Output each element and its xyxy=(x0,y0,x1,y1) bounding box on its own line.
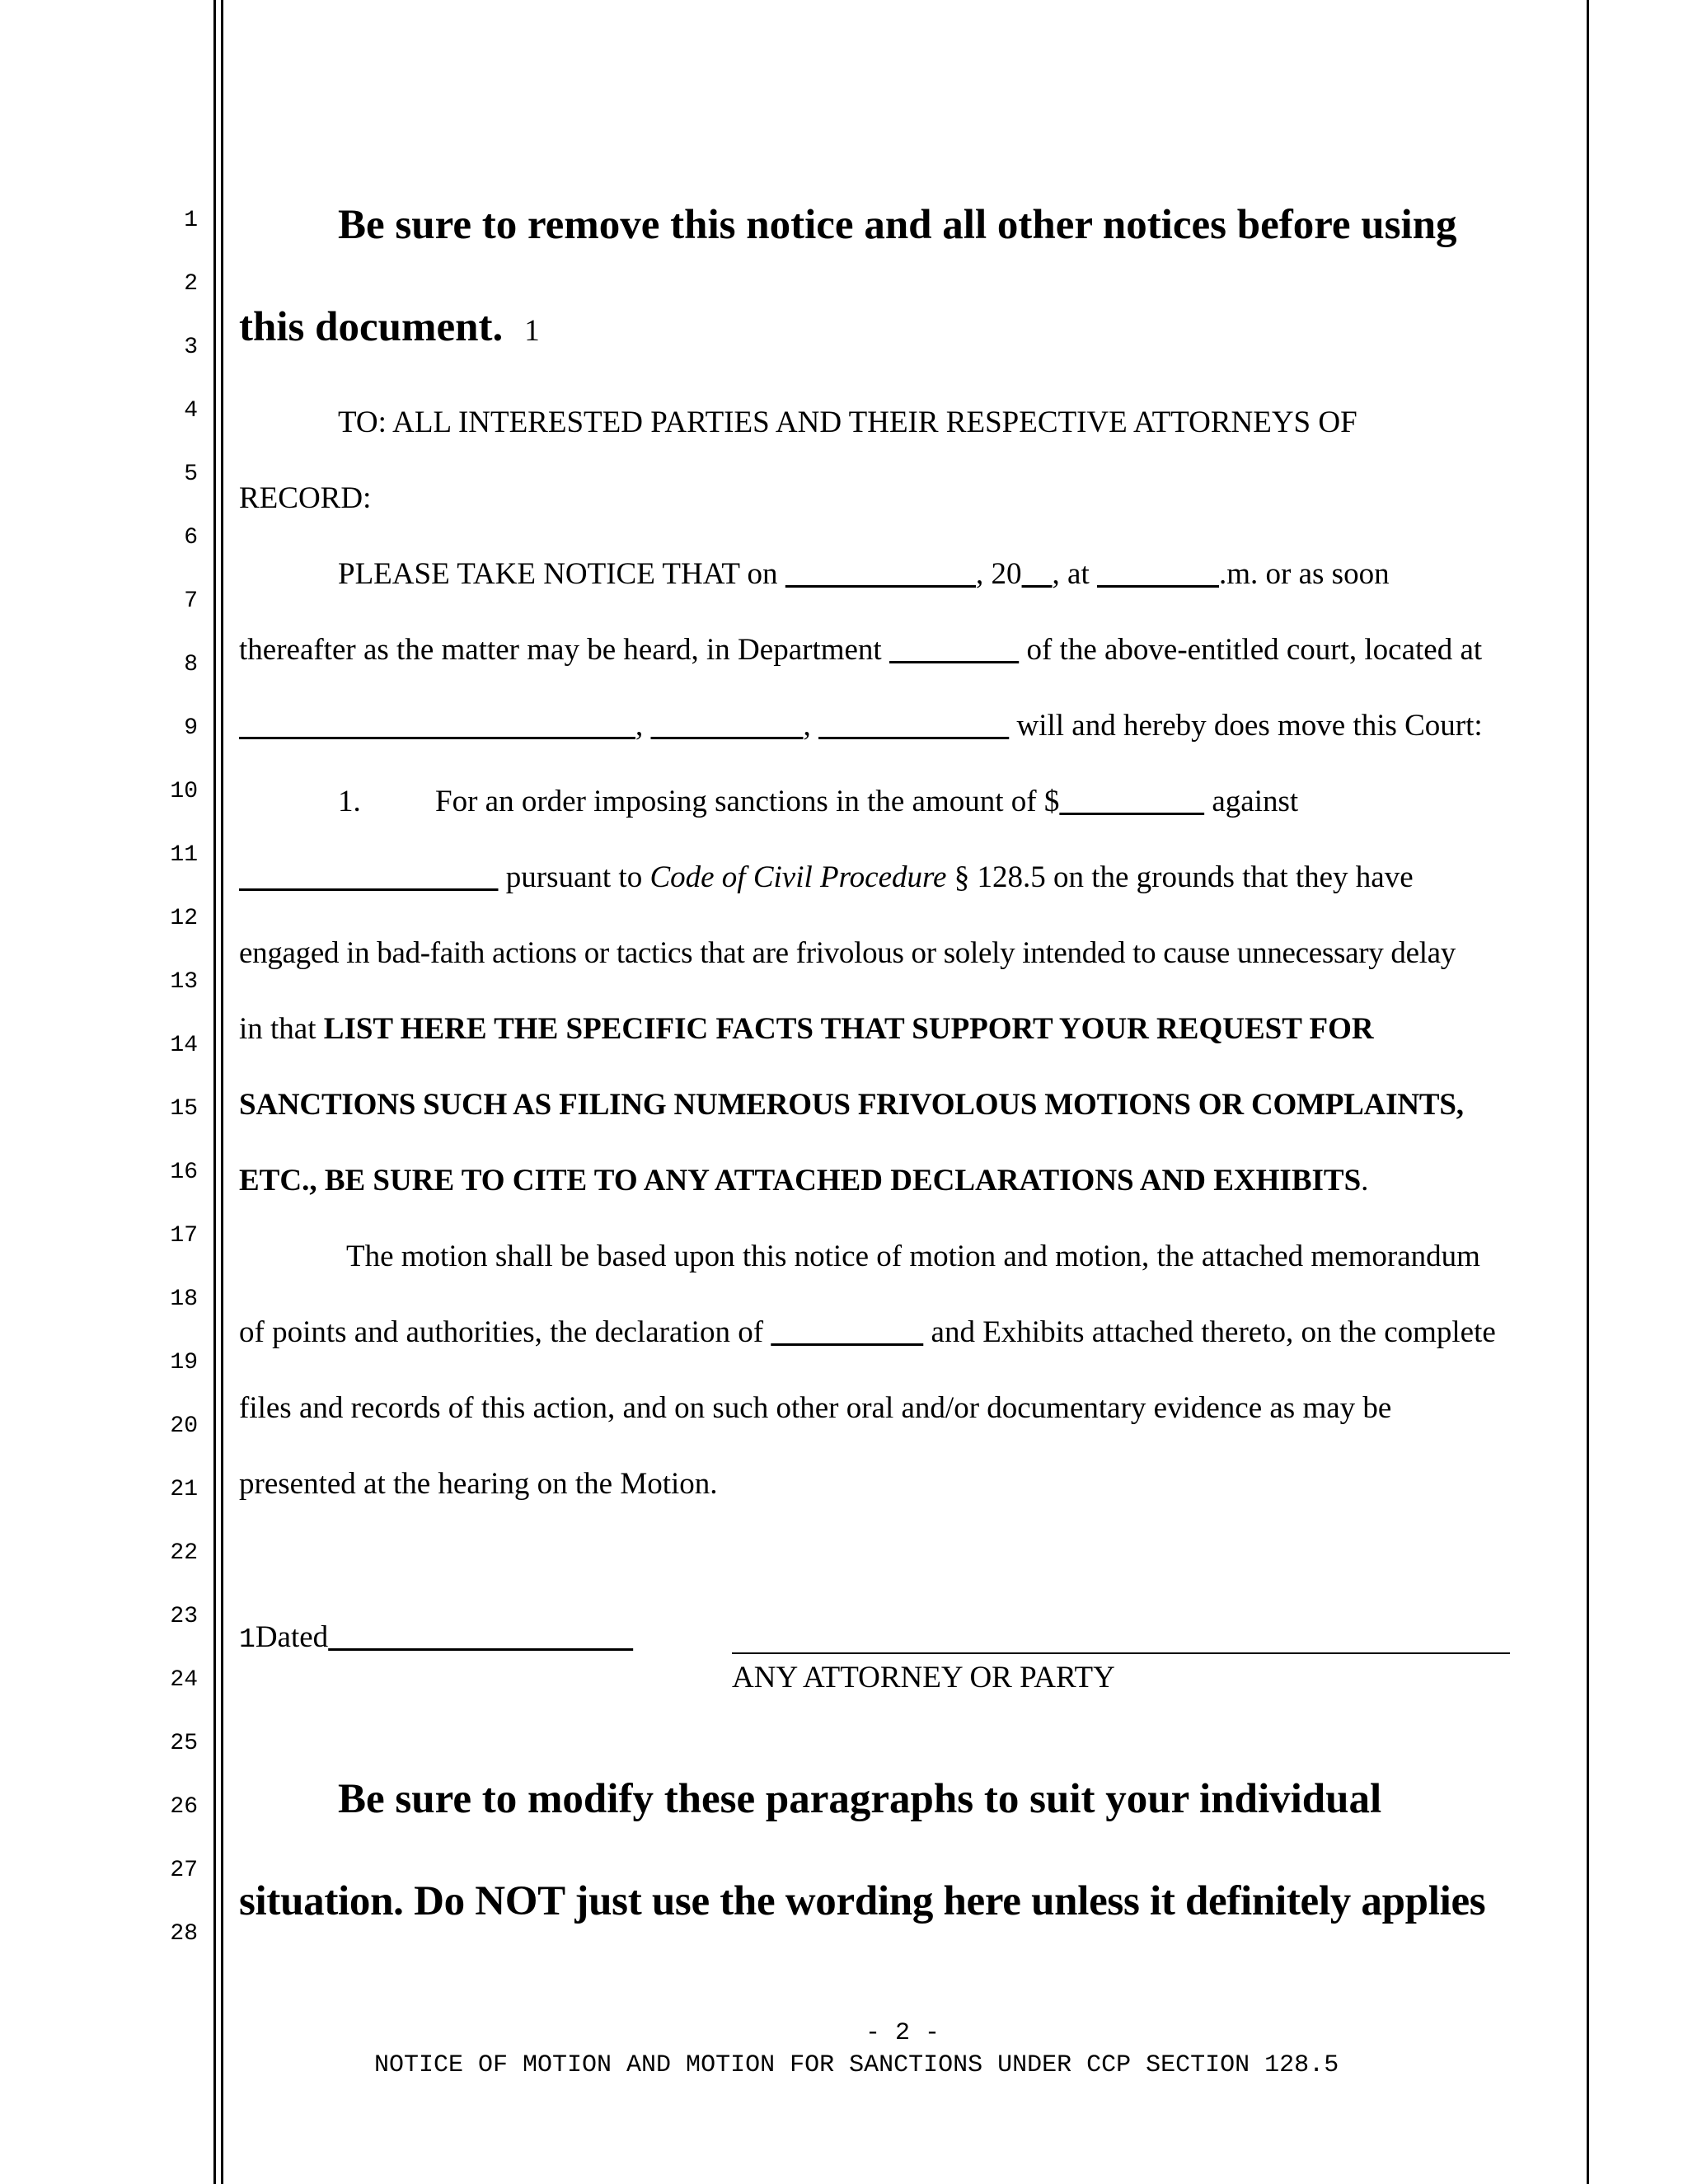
line-number: 22 xyxy=(170,1540,198,1566)
item1-line-4: in that LIST HERE THE SPECIFIC FACTS THAT SUPPORT YOUR REQUEST FOR xyxy=(239,1012,1374,1046)
line-number: 28 xyxy=(170,1921,198,1947)
footnote-reference: 1 xyxy=(524,314,540,348)
line-number: 6 xyxy=(184,525,198,551)
line-number: 8 xyxy=(184,652,198,677)
line-number: 19 xyxy=(170,1350,198,1376)
dated-line: 1Dated xyxy=(239,1622,633,1653)
basis-line-4: presented at the hearing on the Motion. xyxy=(239,1467,718,1501)
line-number: 27 xyxy=(170,1858,198,1883)
line-number: 2 xyxy=(184,271,198,297)
signature-line[interactable] xyxy=(732,1652,1510,1654)
line-number: 26 xyxy=(170,1794,198,1820)
line-number: 13 xyxy=(170,969,198,995)
top-notice-line-2 xyxy=(239,304,540,350)
line-number: 16 xyxy=(170,1160,198,1185)
item1-line-6: ETC., BE SURE TO CITE TO ANY ATTACHED DECLARATIONS AND EXHIBITS. xyxy=(239,1164,1369,1197)
line-number: 7 xyxy=(184,588,198,614)
bottom-notice-line-1: Be sure to modify these paragraphs to suit your individual xyxy=(338,1776,1382,1822)
line-number: 9 xyxy=(184,715,198,741)
court-city-blank[interactable] xyxy=(651,709,804,743)
addressee-line-2: RECORD: xyxy=(239,481,372,515)
hearing-line-1: PLEASE TAKE NOTICE THAT on , 20 , at .m. or as soon xyxy=(338,557,1390,591)
line-number: 1 xyxy=(184,208,198,233)
statute-citation: Code of Civil Procedure xyxy=(649,860,947,894)
line-number: 10 xyxy=(170,779,198,804)
left-margin-rule-inner xyxy=(221,0,223,2184)
line-number: 5 xyxy=(184,462,198,487)
signer-label: ANY ATTORNEY OR PARTY xyxy=(732,1661,1115,1694)
hearing-time-blank[interactable] xyxy=(1097,557,1219,591)
line-number: 11 xyxy=(170,842,198,868)
hearing-line-3: , , will and hereby does move this Court: xyxy=(239,710,1483,741)
line-number: 14 xyxy=(170,1033,198,1058)
line-number: 23 xyxy=(170,1604,198,1629)
sanctioned-party-blank[interactable] xyxy=(239,860,499,894)
item1-line-3: engaged in bad-faith actions or tactics that are frivolous or solely intended to cause unnecessary delay xyxy=(239,936,1456,970)
item1-line-2: pursuant to Code of Civil Procedure § 128.5 on the grounds that they have xyxy=(239,862,1414,893)
item-number: 1. xyxy=(338,785,361,818)
department-blank[interactable] xyxy=(889,633,1019,667)
basis-line-1: The motion shall be based upon this notice of motion and motion, the attached memorandum xyxy=(346,1240,1480,1273)
line-number: 4 xyxy=(184,398,198,424)
footer-title: NOTICE OF MOTION AND MOTION FOR SANCTIONS UNDER CCP SECTION 128.5 xyxy=(374,2051,1339,2079)
page-number: - 2 - xyxy=(865,2019,940,2047)
top-notice-line-1: Be sure to remove this notice and all other notices before using xyxy=(338,202,1457,248)
line-number: 21 xyxy=(170,1477,198,1502)
line-number: 12 xyxy=(170,906,198,931)
line-number: 3 xyxy=(184,335,198,360)
instruction-text: LIST HERE THE SPECIFIC FACTS THAT SUPPORT YOUR REQUEST FOR xyxy=(323,1012,1374,1046)
item1-line-1: For an order imposing sanctions in the amount of $ against xyxy=(435,785,1299,818)
line-number: 15 xyxy=(170,1096,198,1122)
line-number: 20 xyxy=(170,1413,198,1439)
hearing-line-2: thereafter as the matter may be heard, in Department of the above-entitled court, located at xyxy=(239,633,1483,667)
addressee-line-1: TO: ALL INTERESTED PARTIES AND THEIR RESPECTIVE ATTORNEYS OF xyxy=(338,405,1357,439)
hearing-year-blank[interactable] xyxy=(1022,557,1053,591)
top-notice-text: this document. xyxy=(239,304,504,350)
bottom-notice-line-2: situation. Do NOT just use the wording here unless it definitely applies xyxy=(239,1878,1486,1924)
court-zip-blank[interactable] xyxy=(818,709,1009,743)
line-number: 17 xyxy=(170,1223,198,1249)
date-blank[interactable] xyxy=(328,1620,633,1654)
court-address-blank[interactable] xyxy=(239,709,635,743)
line-number: 18 xyxy=(170,1286,198,1312)
declarant-blank[interactable] xyxy=(771,1315,923,1349)
item1-line-5: SANCTIONS SUCH AS FILING NUMEROUS FRIVOLOUS MOTIONS OR COMPLAINTS, xyxy=(239,1088,1464,1122)
footnote-reference: 1 xyxy=(239,1624,256,1655)
left-margin-rule-outer xyxy=(213,0,216,2184)
basis-line-2: of points and authorities, the declaration of and Exhibits attached thereto, on the complete xyxy=(239,1315,1496,1349)
sanctions-amount-blank[interactable] xyxy=(1059,785,1204,818)
basis-line-3: files and records of this action, and on such other oral and/or documentary evidence as may be xyxy=(239,1391,1392,1425)
line-number: 25 xyxy=(170,1731,198,1756)
right-margin-rule xyxy=(1587,0,1589,2184)
line-number: 24 xyxy=(170,1667,198,1693)
hearing-date-blank[interactable] xyxy=(785,557,976,591)
